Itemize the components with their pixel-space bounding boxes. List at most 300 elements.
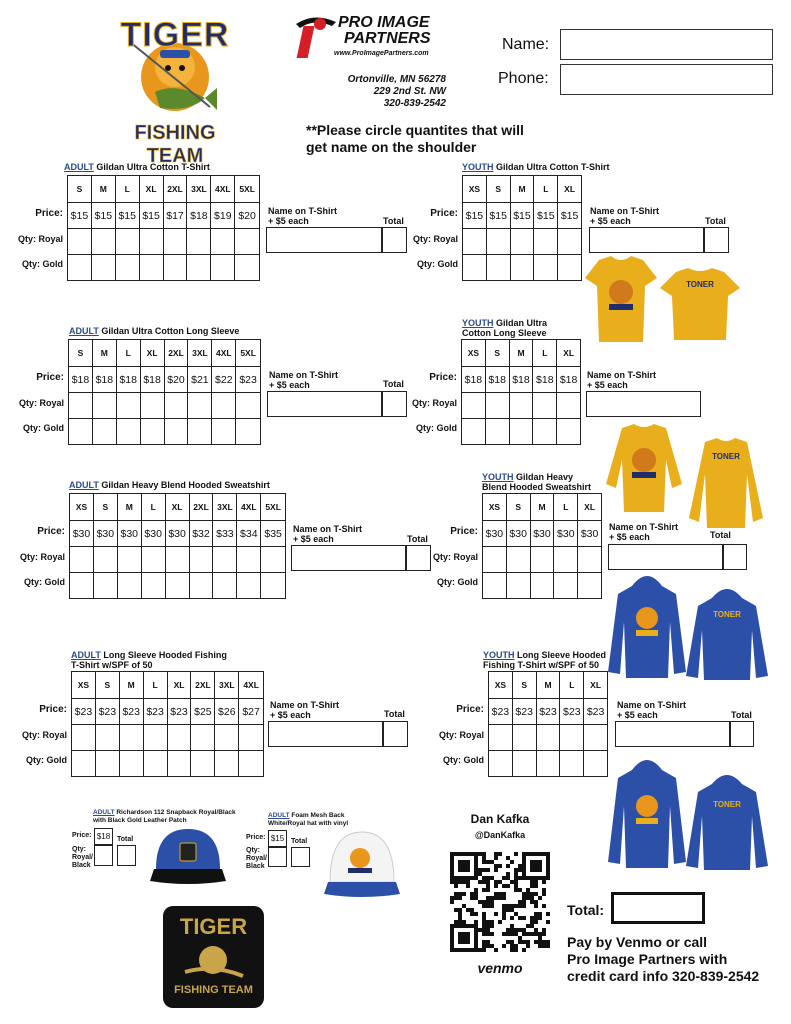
- size-price-table: [461, 339, 581, 445]
- size-cell: S: [486, 176, 510, 203]
- qty-gold-cell[interactable]: [167, 751, 191, 777]
- price-cell: $15: [68, 203, 92, 229]
- qty-gold-label: Qty: Gold: [23, 422, 64, 433]
- qty-royal-label: Qty: Royal: [412, 233, 458, 244]
- hat1-total-cell[interactable]: [117, 845, 136, 866]
- brand-line1: PRO IMAGE: [338, 14, 430, 31]
- size-cell: L: [533, 340, 557, 367]
- price-cell: $18: [140, 367, 164, 393]
- qty-gold-cell[interactable]: [239, 751, 264, 777]
- price-cell: $15: [139, 203, 163, 229]
- qty-royal-cell[interactable]: [485, 393, 509, 419]
- qty-royal-cell[interactable]: [463, 229, 487, 255]
- price-cell: $15: [534, 203, 558, 229]
- size-cell: XL: [167, 672, 191, 699]
- section-total-label: Total: [407, 534, 428, 544]
- name-on-shirt-label: [617, 700, 686, 720]
- name-on-shirt-text: Name on T-Shirt: [269, 370, 339, 380]
- price-cell: $23: [236, 367, 261, 393]
- qty-gold-cell[interactable]: [187, 255, 211, 281]
- qty-royal-cell[interactable]: [506, 547, 530, 573]
- qty-royal-cell[interactable]: [462, 393, 486, 419]
- pay-line1: Pay by Venmo or call: [567, 934, 708, 950]
- qty-gold-cell[interactable]: [534, 255, 558, 281]
- royal-spf-hoodie-back-image: [686, 772, 768, 870]
- size-cell: XS: [72, 672, 96, 699]
- price-label: Price:: [36, 371, 64, 383]
- qty-gold-cell[interactable]: [530, 573, 554, 599]
- qty-gold-cell[interactable]: [69, 419, 93, 445]
- qty-royal-cell[interactable]: [489, 725, 513, 751]
- qty-gold-cell[interactable]: [483, 573, 507, 599]
- qty-gold-cell[interactable]: [235, 255, 260, 281]
- section-title-text: Gildan Ultra Cotton T-Shirt: [496, 162, 610, 172]
- size-price-table: [462, 175, 582, 281]
- price-cell: $15: [558, 203, 582, 229]
- hat1-qty-l3: Black: [72, 862, 91, 869]
- qty-gold-cell[interactable]: [489, 751, 513, 777]
- price-cell: $30: [165, 521, 189, 547]
- price-label: Price:: [35, 207, 63, 219]
- qty-royal-cell[interactable]: [554, 547, 578, 573]
- hat2-qty-l1: Qty:: [246, 847, 260, 854]
- size-cell: 2XL: [163, 176, 187, 203]
- qty-gold-cell[interactable]: [70, 573, 94, 599]
- section-title: [69, 480, 270, 490]
- qty-gold-cell[interactable]: [164, 419, 188, 445]
- qty-gold-cell[interactable]: [213, 573, 237, 599]
- price-cell: $20: [235, 203, 260, 229]
- qty-gold-cell[interactable]: [191, 751, 215, 777]
- size-cell: M: [509, 340, 533, 367]
- qty-royal-cell[interactable]: [143, 725, 167, 751]
- qty-gold-cell[interactable]: [91, 255, 115, 281]
- price-cell: $23: [119, 699, 143, 725]
- price-cell: $30: [70, 521, 94, 547]
- qty-gold-cell[interactable]: [506, 573, 530, 599]
- qty-gold-cell[interactable]: [236, 419, 261, 445]
- qty-royal-cell[interactable]: [237, 547, 261, 573]
- section-title-text: Long Sleeve Hooded Fishing: [103, 650, 227, 660]
- qty-royal-cell[interactable]: [557, 393, 581, 419]
- size-cell: S: [69, 340, 93, 367]
- section-total-field[interactable]: [383, 721, 408, 747]
- hat1-tag: ADULT: [93, 809, 115, 816]
- qty-royal-cell[interactable]: [167, 725, 191, 751]
- size-cell: L: [534, 176, 558, 203]
- qty-royal-label: Qty: Royal: [438, 729, 484, 740]
- qty-royal-cell[interactable]: [483, 547, 507, 573]
- size-price-table: [69, 493, 286, 599]
- qty-gold-cell[interactable]: [512, 751, 536, 777]
- pay-line2: Pro Image Partners with: [567, 951, 728, 967]
- qty-royal-cell[interactable]: [141, 547, 165, 573]
- name-count-field[interactable]: [608, 544, 723, 570]
- gold-tshirt-front-image: [585, 256, 657, 342]
- price-label: Price:: [456, 703, 484, 715]
- size-price-table: [71, 671, 264, 777]
- qty-royal-cell[interactable]: [163, 229, 187, 255]
- qty-gold-cell[interactable]: [141, 573, 165, 599]
- qty-gold-cell[interactable]: [68, 255, 92, 281]
- section-total-field[interactable]: [723, 544, 747, 570]
- qty-royal-label: Qty: Royal: [19, 551, 65, 562]
- qty-gold-cell[interactable]: [212, 419, 236, 445]
- price-cell: $23: [489, 699, 513, 725]
- size-cell: S: [95, 672, 119, 699]
- hat2-total-cell[interactable]: [291, 847, 310, 867]
- qty-royal-cell[interactable]: [261, 547, 286, 573]
- price-label: Price:: [430, 207, 458, 219]
- qty-royal-cell[interactable]: [512, 725, 536, 751]
- section-title-text2: Blend Hooded Sweatshirt: [482, 482, 592, 492]
- hat2-price-label: Price:: [246, 834, 266, 841]
- qty-royal-cell[interactable]: [584, 725, 608, 751]
- size-cell: S: [512, 672, 536, 699]
- price-cell: $23: [560, 699, 584, 725]
- qty-royal-cell[interactable]: [578, 547, 602, 573]
- qty-royal-cell[interactable]: [510, 229, 534, 255]
- qty-gold-cell[interactable]: [72, 751, 96, 777]
- qty-royal-cell[interactable]: [236, 393, 261, 419]
- qty-royal-cell[interactable]: [139, 229, 163, 255]
- qty-gold-cell[interactable]: [93, 573, 117, 599]
- qty-gold-label: Qty: Gold: [26, 754, 67, 765]
- qty-gold-cell[interactable]: [558, 255, 582, 281]
- hat2-qty-cell[interactable]: [268, 847, 287, 867]
- price-cell: $32: [189, 521, 213, 547]
- qty-gold-cell[interactable]: [95, 751, 119, 777]
- qty-royal-cell[interactable]: [211, 229, 235, 255]
- phone-field[interactable]: [560, 64, 773, 95]
- name-on-shirt-label: [590, 206, 659, 226]
- qty-royal-cell[interactable]: [189, 547, 213, 573]
- qty-royal-cell[interactable]: [70, 547, 94, 573]
- qty-royal-cell[interactable]: [215, 725, 239, 751]
- section-tag: ADULT: [69, 326, 99, 336]
- circle-note-line2: get name on the shoulder: [306, 139, 477, 155]
- qty-royal-cell[interactable]: [486, 229, 510, 255]
- address-phone: 320-839-2542: [383, 98, 446, 109]
- size-cell: XL: [578, 494, 602, 521]
- size-cell: S: [68, 176, 92, 203]
- name-on-shirt-text: Name on T-Shirt: [587, 370, 657, 380]
- price-cell: $23: [95, 699, 119, 725]
- patch-top-text: TIGER: [179, 914, 248, 939]
- price-label: Price:: [39, 703, 67, 715]
- qty-gold-cell[interactable]: [533, 419, 557, 445]
- name-on-shirt-label: [269, 370, 338, 390]
- hat2-title-text2: White/Royal hat with vinyl: [268, 820, 349, 827]
- section-tag: ADULT: [64, 162, 94, 172]
- qty-royal-cell[interactable]: [536, 725, 560, 751]
- price-cell: $23: [512, 699, 536, 725]
- pay-line3: credit card info 320-839-2542: [567, 968, 760, 984]
- gold-longsleeve-front-image: [602, 424, 686, 512]
- size-cell: 3XL: [187, 176, 211, 203]
- qty-royal-cell[interactable]: [239, 725, 264, 751]
- qty-royal-cell[interactable]: [560, 725, 584, 751]
- section-total-label: Total: [710, 530, 731, 540]
- price-cell: $18: [462, 367, 486, 393]
- size-cell: L: [116, 340, 140, 367]
- size-price-table: [488, 671, 608, 777]
- qty-gold-cell[interactable]: [486, 255, 510, 281]
- size-cell: M: [117, 494, 141, 521]
- qty-gold-cell[interactable]: [261, 573, 286, 599]
- size-cell: XL: [558, 176, 582, 203]
- phone-label: Phone:: [498, 70, 549, 87]
- qty-royal-cell[interactable]: [72, 725, 96, 751]
- name-on-shirt-label: [609, 522, 678, 542]
- size-cell: S: [506, 494, 530, 521]
- qty-gold-cell[interactable]: [462, 419, 486, 445]
- size-cell: XS: [462, 340, 486, 367]
- size-cell: 3XL: [215, 672, 239, 699]
- section-title: [483, 650, 606, 670]
- qty-royal-cell[interactable]: [534, 229, 558, 255]
- size-cell: XL: [140, 340, 164, 367]
- section-title-text: Long Sleeve Hooded: [517, 650, 607, 660]
- qty-royal-cell[interactable]: [530, 547, 554, 573]
- size-cell: 3XL: [188, 340, 212, 367]
- price-cell: $18: [69, 367, 93, 393]
- price-cell: $23: [584, 699, 608, 725]
- size-cell: 4XL: [237, 494, 261, 521]
- qty-gold-cell[interactable]: [119, 751, 143, 777]
- price-cell: $30: [117, 521, 141, 547]
- qty-royal-cell[interactable]: [69, 393, 93, 419]
- name-count-field[interactable]: [268, 721, 383, 747]
- size-cell: L: [115, 176, 139, 203]
- size-cell: XL: [165, 494, 189, 521]
- qty-gold-cell[interactable]: [215, 751, 239, 777]
- tiger-patch-image: [163, 906, 264, 1008]
- qty-royal-cell[interactable]: [165, 547, 189, 573]
- price-cell: $15: [91, 203, 115, 229]
- size-cell: XL: [139, 176, 163, 203]
- price-cell: $30: [483, 521, 507, 547]
- qty-gold-cell[interactable]: [463, 255, 487, 281]
- qty-royal-cell[interactable]: [188, 393, 212, 419]
- qty-gold-cell[interactable]: [536, 751, 560, 777]
- price-cell: $30: [530, 521, 554, 547]
- qty-royal-cell[interactable]: [140, 393, 164, 419]
- qty-royal-label: Qty: Royal: [18, 397, 64, 408]
- price-cell: $18: [92, 367, 116, 393]
- qty-gold-cell[interactable]: [139, 255, 163, 281]
- qty-gold-cell[interactable]: [510, 255, 534, 281]
- name-count-field[interactable]: [266, 227, 382, 253]
- size-cell: M: [92, 340, 116, 367]
- size-cell: M: [530, 494, 554, 521]
- qty-royal-cell[interactable]: [95, 725, 119, 751]
- size-cell: M: [510, 176, 534, 203]
- size-cell: L: [143, 672, 167, 699]
- qty-gold-cell[interactable]: [584, 751, 608, 777]
- name-on-shirt-text: Name on T-Shirt: [609, 522, 679, 532]
- size-cell: S: [485, 340, 509, 367]
- name-on-shirt-text: Name on T-Shirt: [268, 206, 338, 216]
- name-on-shirt-label: [587, 370, 656, 390]
- qty-gold-cell[interactable]: [509, 419, 533, 445]
- size-price-table: [68, 339, 261, 445]
- section-tag: YOUTH: [483, 650, 515, 660]
- hat1-title-text: Richardson 112 Snapback Royal/Black: [116, 809, 236, 816]
- qty-gold-cell[interactable]: [188, 419, 212, 445]
- qty-royal-cell[interactable]: [115, 229, 139, 255]
- qty-royal-cell[interactable]: [533, 393, 557, 419]
- price-cell: $25: [191, 699, 215, 725]
- price-cell: $15: [115, 203, 139, 229]
- section-total-field[interactable]: [382, 227, 407, 253]
- name-count-field[interactable]: [586, 391, 701, 417]
- qty-royal-cell[interactable]: [558, 229, 582, 255]
- name-on-shirt-label: [270, 700, 339, 720]
- hat1-qty-cell[interactable]: [94, 845, 113, 866]
- name-count-field[interactable]: [267, 391, 382, 417]
- section-title-text: Gildan Ultra: [496, 318, 548, 328]
- qty-royal-label: Qty: Royal: [21, 729, 67, 740]
- price-cell: $27: [239, 699, 264, 725]
- venmo-name: Dan Kafka: [470, 812, 530, 826]
- price-cell: $30: [578, 521, 602, 547]
- size-cell: XS: [483, 494, 507, 521]
- gold-tshirt-back-image: [660, 268, 740, 340]
- qty-royal-cell[interactable]: [187, 229, 211, 255]
- qty-royal-label: Qty: Royal: [17, 233, 63, 244]
- qty-gold-cell[interactable]: [237, 573, 261, 599]
- size-cell: M: [536, 672, 560, 699]
- section-title-text2: Fishing T-Shirt w/SPF of 50: [483, 660, 600, 670]
- qty-gold-cell[interactable]: [163, 255, 187, 281]
- qty-gold-cell[interactable]: [211, 255, 235, 281]
- section-tag: YOUTH: [462, 162, 494, 172]
- price-cell: $15: [463, 203, 487, 229]
- logo-bottom-text: FISHING TEAM: [134, 122, 216, 167]
- plus-five-text: + $5 each: [268, 216, 309, 226]
- plus-five-text: + $5 each: [270, 710, 311, 720]
- qty-royal-cell[interactable]: [235, 229, 260, 255]
- section-title-text2: T-Shirt w/SPF of 50: [71, 660, 153, 670]
- name-field[interactable]: [560, 29, 773, 60]
- size-cell: 4XL: [212, 340, 236, 367]
- section-tag: ADULT: [69, 480, 99, 490]
- price-cell: $26: [215, 699, 239, 725]
- qty-royal-cell[interactable]: [68, 229, 92, 255]
- name-count-field[interactable]: [291, 545, 406, 571]
- qty-gold-cell[interactable]: [165, 573, 189, 599]
- qty-gold-cell[interactable]: [485, 419, 509, 445]
- qty-gold-cell[interactable]: [143, 751, 167, 777]
- qty-royal-cell[interactable]: [212, 393, 236, 419]
- qty-gold-cell[interactable]: [554, 573, 578, 599]
- plus-five-text: + $5 each: [617, 710, 658, 720]
- name-count-field[interactable]: [589, 227, 704, 253]
- section-total-field[interactable]: [704, 227, 729, 253]
- name-count-field[interactable]: [615, 721, 730, 747]
- qty-royal-cell[interactable]: [92, 393, 116, 419]
- qty-gold-label: Qty: Gold: [417, 258, 458, 269]
- grand-total-label: Total:: [567, 902, 605, 918]
- foam-mesh-hat-image: [324, 828, 400, 905]
- price-cell: $23: [143, 699, 167, 725]
- size-price-table: [67, 175, 260, 281]
- qty-gold-cell[interactable]: [117, 573, 141, 599]
- venmo-qr-code[interactable]: [450, 852, 550, 952]
- name-on-shirt-text: Name on T-Shirt: [270, 700, 340, 710]
- price-cell: $18: [116, 367, 140, 393]
- tshirt-back-text: TONER: [686, 280, 714, 289]
- price-cell: $15: [510, 203, 534, 229]
- name-label: Name:: [502, 36, 550, 53]
- qty-royal-cell[interactable]: [91, 229, 115, 255]
- hat1-price-cell: $18: [94, 828, 113, 845]
- qty-gold-cell[interactable]: [189, 573, 213, 599]
- hat1-title: [93, 809, 236, 825]
- name-on-shirt-text: Name on T-Shirt: [293, 524, 363, 534]
- section-title: [64, 162, 210, 172]
- qty-royal-cell[interactable]: [116, 393, 140, 419]
- hat2-tag: ADULT: [268, 812, 290, 819]
- name-on-shirt-text: Name on T-Shirt: [590, 206, 660, 216]
- price-cell: $19: [211, 203, 235, 229]
- size-cell: M: [119, 672, 143, 699]
- qty-gold-cell[interactable]: [560, 751, 584, 777]
- qty-gold-cell[interactable]: [578, 573, 602, 599]
- price-cell: $23: [536, 699, 560, 725]
- spf-hoodie-back-text: TONER: [713, 800, 741, 809]
- qty-royal-cell[interactable]: [119, 725, 143, 751]
- hat2-qty-label: [246, 847, 267, 871]
- qty-royal-cell[interactable]: [93, 547, 117, 573]
- name-on-shirt-text: Name on T-Shirt: [617, 700, 687, 710]
- section-total-field[interactable]: [730, 721, 754, 747]
- qty-royal-cell[interactable]: [191, 725, 215, 751]
- qty-gold-label: Qty: Gold: [416, 422, 457, 433]
- grand-total-field[interactable]: [611, 892, 705, 924]
- hat1-qty-label: [72, 846, 93, 870]
- qty-gold-cell[interactable]: [557, 419, 581, 445]
- size-cell: 4XL: [211, 176, 235, 203]
- qty-royal-cell[interactable]: [213, 547, 237, 573]
- qty-royal-cell[interactable]: [509, 393, 533, 419]
- price-cell: $18: [485, 367, 509, 393]
- qty-gold-cell[interactable]: [115, 255, 139, 281]
- pro-image-logo: [292, 12, 452, 70]
- size-cell: 5XL: [236, 340, 261, 367]
- section-total-label: Total: [384, 709, 405, 719]
- hat1-total-label: Total: [117, 836, 134, 843]
- qty-gold-cell[interactable]: [92, 419, 116, 445]
- qty-royal-label: Qty: Royal: [411, 397, 457, 408]
- royal-hoodie-front-image: [608, 572, 686, 678]
- qty-royal-cell[interactable]: [164, 393, 188, 419]
- section-title-text: Gildan Heavy Blend Hooded Sweatshirt: [101, 480, 270, 490]
- price-cell: $30: [506, 521, 530, 547]
- longsleeve-back-text: TONER: [712, 452, 740, 461]
- qty-gold-cell[interactable]: [116, 419, 140, 445]
- royal-hoodie-back-image: [686, 586, 768, 680]
- venmo-handle: @DanKafka: [474, 830, 526, 840]
- logo-top-text: TIGER: [120, 16, 230, 54]
- qty-gold-cell[interactable]: [140, 419, 164, 445]
- price-cell: $22: [212, 367, 236, 393]
- qty-royal-cell[interactable]: [117, 547, 141, 573]
- qty-royal-label: Qty: Royal: [432, 551, 478, 562]
- hat1-price-label: Price:: [72, 832, 92, 839]
- section-total-label: Total: [705, 216, 726, 226]
